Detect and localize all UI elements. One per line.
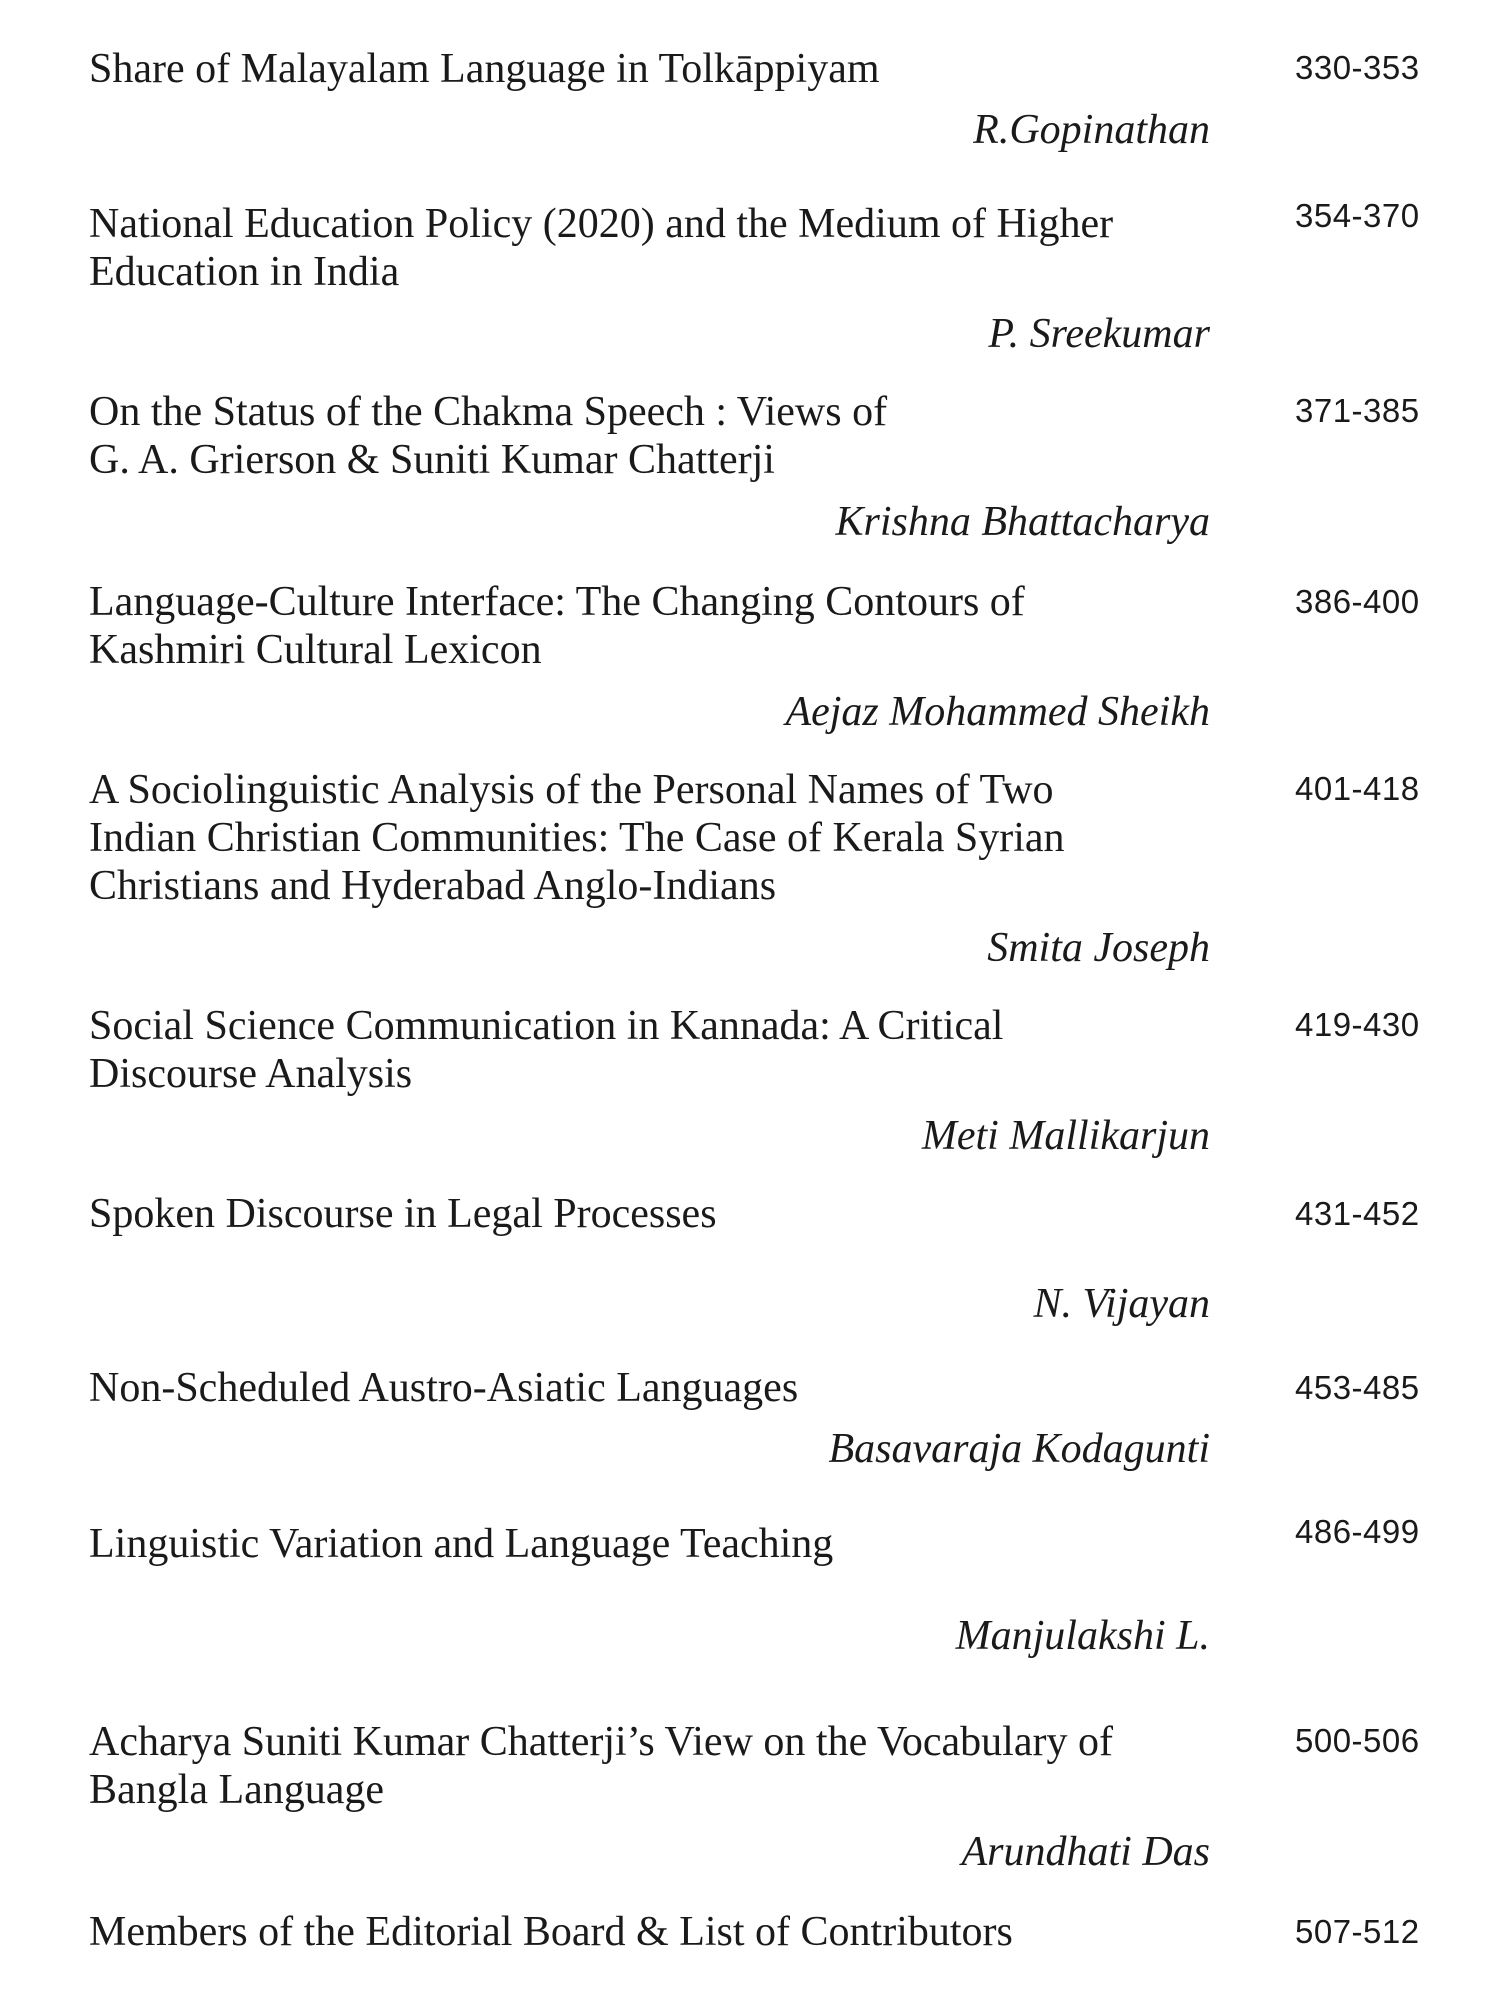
entry-author: R.Gopinathan [973, 107, 1210, 153]
entry-pages: 401-418 [1295, 770, 1420, 807]
entry-title: Kashmiri Cultural Lexicon [89, 627, 542, 673]
entry-author: Krishna Bhattacharya [835, 499, 1210, 545]
entry-title: Members of the Editorial Board & List of Contributors [89, 1909, 1013, 1955]
entry-author: N. Vijayan [1033, 1281, 1210, 1327]
entry-title: Non-Scheduled Austro-Asiatic Languages [89, 1365, 799, 1411]
entry-author: Arundhati Das [961, 1829, 1210, 1875]
entry-pages: 486-499 [1295, 1513, 1420, 1550]
entry-title: Share of Malayalam Language in Tolkāppiyam [89, 46, 880, 92]
entry-pages: 330-353 [1295, 49, 1420, 86]
entry-title: Discourse Analysis [89, 1051, 413, 1097]
entry-title: Spoken Discourse in Legal Processes [89, 1191, 717, 1237]
entry-author: Manjulakshi L. [955, 1613, 1210, 1659]
entry-title: Language-Culture Interface: The Changing Contours of [89, 579, 1025, 625]
entry-title: A Sociolinguistic Analysis of the Personal Names of Two [89, 767, 1054, 813]
entry-title: Bangla Language [89, 1767, 385, 1813]
entry-pages: 507-512 [1295, 1913, 1420, 1950]
entry-pages: 354-370 [1295, 197, 1420, 234]
entry-pages: 419-430 [1295, 1006, 1420, 1043]
entry-pages: 453-485 [1295, 1369, 1420, 1406]
entry-pages: 386-400 [1295, 583, 1420, 620]
entry-title: Social Science Communication in Kannada: A Critical [89, 1003, 1004, 1049]
entry-title: Education in India [89, 249, 400, 295]
entry-pages: 371-385 [1295, 392, 1420, 429]
entry-title: Acharya Suniti Kumar Chatterji’s View on the Vocabulary of [89, 1719, 1113, 1765]
entry-title: G. A. Grierson & Suniti Kumar Chatterji [89, 437, 775, 483]
entry-author: Basavaraja Kodagunti [828, 1426, 1210, 1472]
entry-pages: 431-452 [1295, 1195, 1420, 1232]
entry-title: National Education Policy (2020) and the Medium of Higher [89, 201, 1114, 247]
entry-title: Christians and Hyderabad Anglo-Indians [89, 863, 777, 909]
entry-pages: 500-506 [1295, 1722, 1420, 1759]
entry-title: On the Status of the Chakma Speech : Views of [89, 389, 888, 435]
entry-title: Indian Christian Communities: The Case of Kerala Syrian [89, 815, 1065, 861]
entry-author: Aejaz Mohammed Sheikh [785, 689, 1210, 735]
entry-title: Linguistic Variation and Language Teaching [89, 1521, 834, 1567]
entry-author: P. Sreekumar [988, 311, 1210, 357]
entry-author: Meti Mallikarjun [921, 1113, 1210, 1159]
entry-author: Smita Joseph [987, 925, 1210, 971]
